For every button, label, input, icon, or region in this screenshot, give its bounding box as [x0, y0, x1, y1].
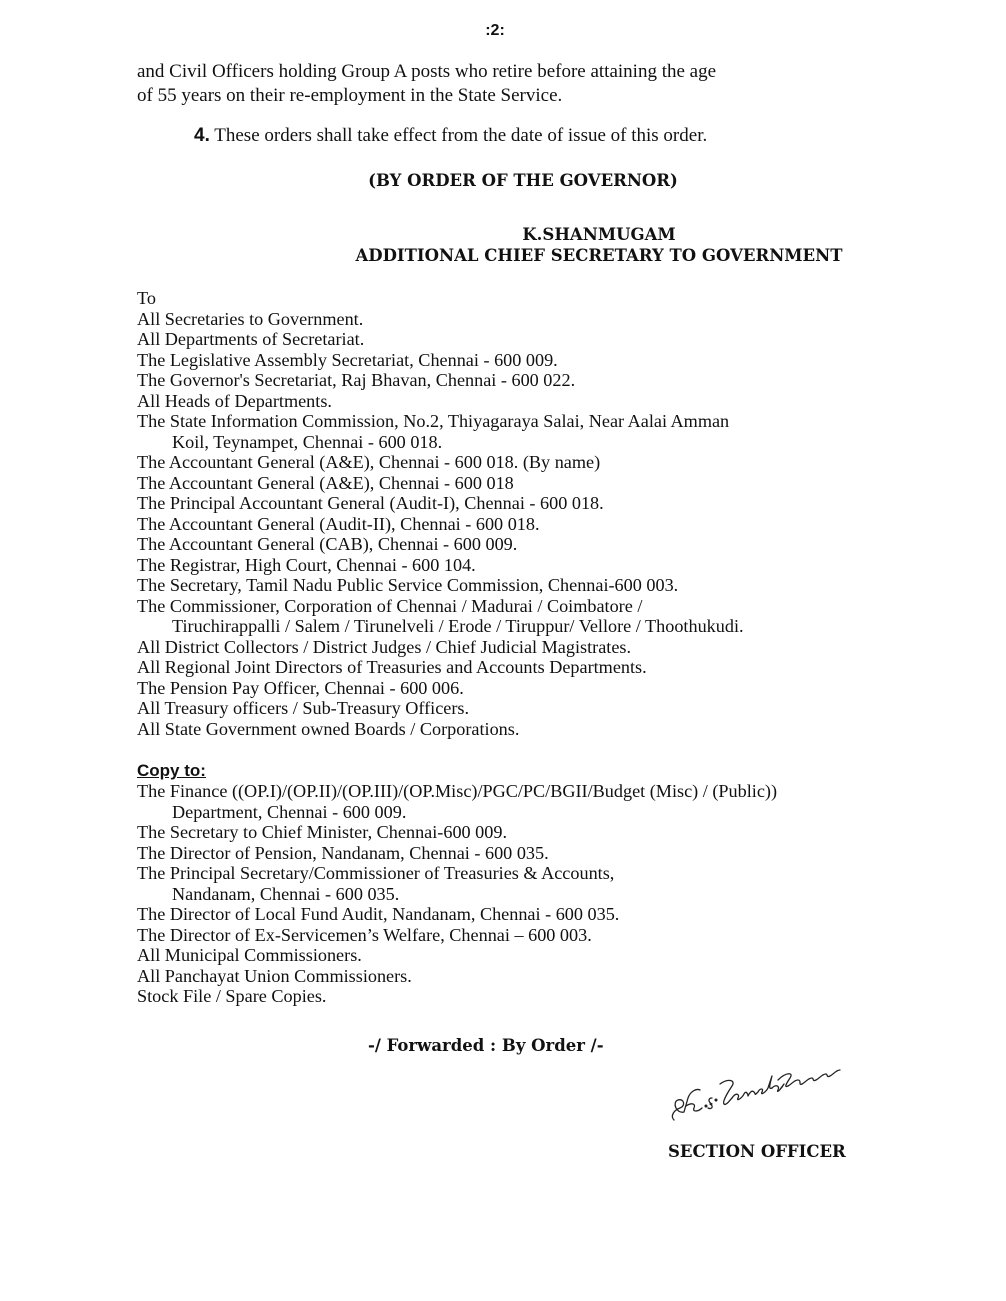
list-item: The Finance ((OP.I)/(OP.II)/(OP.III)/(OP.Misc)/PGC/PC/BGII/Budget (Misc) / (Public)) [137, 781, 778, 801]
list-item: The Governor's Secretariat, Raj Bhavan, Chennai - 600 022. [137, 370, 576, 390]
to-recipients-list [137, 288, 744, 739]
list-item: The Principal Accountant General (Audit-I), Chennai - 600 018. [137, 493, 604, 513]
copy-to-list [137, 781, 777, 1007]
list-item: The Pension Pay Officer, Chennai - 600 006. [137, 677, 464, 698]
list-item-continuation: Nandanam, Chennai - 600 035. [172, 883, 400, 904]
list-item: The Accountant General (CAB), Chennai - 600 009. [137, 534, 518, 554]
list-item: All Regional Joint Directors of Treasuries and Accounts Departments. [137, 657, 647, 677]
paragraph-4 [194, 125, 707, 147]
list-item: All Heads of Departments. [137, 390, 332, 411]
list-item: The Accountant General (A&E), Chennai - 600 018 [137, 472, 514, 493]
list-item: The Legislative Assembly Secretariat, Chennai - 600 009. [137, 349, 558, 370]
list-item: The Director of Pension, Nandanam, Chennai - 600 035. [137, 842, 549, 863]
to-heading: To [137, 288, 156, 308]
list-item-continuation: Department, Chennai - 600 009. [172, 801, 407, 822]
list-item: All Secretaries to Government. [137, 308, 364, 329]
list-item: All State Government owned Boards / Corporations. [137, 718, 520, 739]
paragraph-number: 4. [194, 125, 210, 146]
list-item: The Secretary to Chief Minister, Chennai-600 009. [137, 822, 508, 842]
paragraph-continuation-line-1: and Civil Officers holding Group A posts who retire before attaining the age [137, 61, 717, 82]
signatory-designation: ADDITIONAL CHIEF SECRETARY TO GOVERNMENT [355, 246, 843, 265]
list-item: The Accountant General (Audit-II), Chennai - 600 018. [137, 513, 540, 534]
list-item: The Secretary, Tamil Nadu Public Service Commission, Chennai-600 003. [137, 575, 679, 595]
list-item: All District Collectors / District Judges / Chief Judicial Magistrates. [137, 636, 632, 657]
paragraph-4-text: These orders shall take effect from the date of issue of this order. [209, 125, 708, 146]
paragraph-continuation-line-2: of 55 years on their re-employment in the State Service. [137, 85, 563, 106]
list-item: The Registrar, High Court, Chennai - 600 104. [137, 554, 476, 575]
list-item-continuation: Tiruchirappalli / Salem / Tirunelveli / Erode / Tiruppur/ Vellore / Thoothukudi. [172, 616, 744, 636]
list-item: The Director of Ex-Servicemen’s Welfare, Chennai – 600 003. [137, 924, 592, 945]
signatory-name: K.SHANMUGAM [522, 225, 676, 244]
list-item: All Treasury officers / Sub-Treasury Officers. [137, 698, 470, 718]
copy-to-heading: Copy to: [137, 761, 206, 780]
list-item: The Commissioner, Corporation of Chennai / Madurai / Coimbatore / [137, 595, 643, 616]
page-number: :2: [485, 22, 505, 39]
list-item: Stock File / Spare Copies. [137, 986, 327, 1006]
list-item: All Municipal Commissioners. [137, 945, 362, 965]
list-item-continuation: Koil, Teynampet, Chennai - 600 018. [172, 431, 443, 452]
forwarded-by-order: -/ Forwarded : By Order /- [368, 1036, 604, 1055]
list-item: The Principal Secretary/Commissioner of Treasuries & Accounts, [137, 863, 615, 883]
by-order-heading: (BY ORDER OF THE GOVERNOR) [368, 171, 678, 190]
list-item: All Departments of Secretariat. [137, 329, 365, 349]
list-item: The Director of Local Fund Audit, Nandanam, Chennai - 600 035. [137, 904, 620, 924]
section-officer-designation: SECTION OFFICER [668, 1142, 846, 1161]
list-item: The State Information Commission, No.2, Thiyagaraya Salai, Near Aalai Amman [137, 411, 730, 431]
handwritten-signature-icon [666, 1058, 846, 1128]
list-item: All Panchayat Union Commissioners. [137, 965, 412, 986]
list-item: The Accountant General (A&E), Chennai - 600 018. (By name) [137, 452, 601, 472]
